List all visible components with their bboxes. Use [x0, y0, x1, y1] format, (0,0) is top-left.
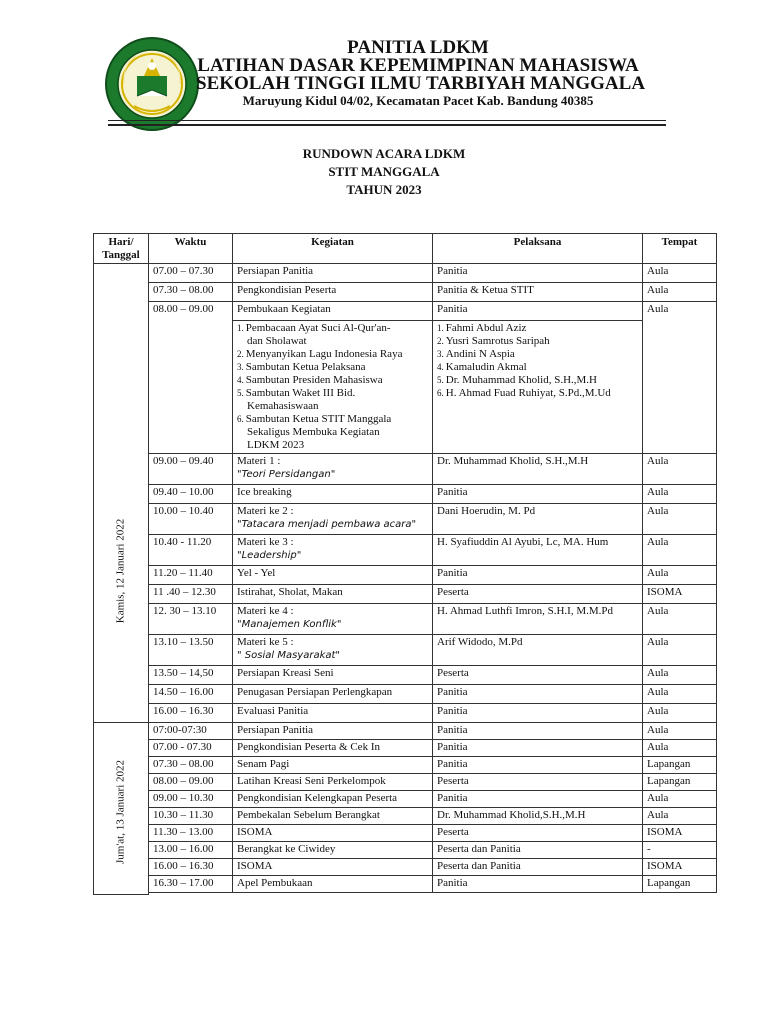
table-row: [94, 704, 717, 723]
place-cell: Lapangan: [643, 757, 717, 774]
place-cell: Lapangan: [643, 774, 717, 791]
opening-agenda-list: [237, 322, 428, 452]
activity-cell: Apel Pembukaan: [233, 876, 433, 893]
table-row: [94, 757, 717, 774]
activity-subtitle: "Tatacara menjadi pembawa acara": [237, 519, 417, 530]
activity-cell: Materi ke 3 : "Leadership": [233, 535, 433, 566]
activity-cell: Pengkondisian Peserta: [233, 283, 433, 302]
agenda-text-cont: dan Sholawat: [247, 335, 307, 347]
header-time: Waktu: [149, 234, 233, 264]
executor-cell: Panitia: [433, 264, 643, 283]
executor-name: Dr. Muhammad Kholid, S.H.,M.H: [445, 374, 597, 386]
executor-cell: Panitia: [433, 740, 643, 757]
executor-name: Andini N Aspia: [445, 348, 515, 360]
time-cell: 07.00 - 07.30: [149, 740, 233, 757]
table-row: [94, 283, 717, 302]
table-row: [94, 585, 717, 604]
institution-logo: [104, 36, 200, 132]
place-cell: Aula: [643, 808, 717, 825]
place-cell: Aula: [643, 791, 717, 808]
executor-cell: Peserta: [433, 666, 643, 685]
executor-cell: Panitia: [433, 757, 643, 774]
table-row: [94, 740, 717, 757]
letterhead-line2: LATIHAN DASAR KEPEMIMPINAN MAHASISWA: [197, 55, 639, 76]
time-cell: 09.00 – 09.40: [149, 454, 233, 485]
executor-cell: Peserta dan Panitia: [433, 842, 643, 859]
executor-name: Kamaludin Akmal: [445, 361, 527, 373]
time-cell: 08.00 – 09.00: [149, 302, 233, 454]
activity-cell: Persiapan Panitia: [233, 264, 433, 283]
table-row: [94, 825, 717, 842]
executor-cell: Peserta: [433, 774, 643, 791]
activity-cell: Pengkondisian Peserta & Cek In: [233, 740, 433, 757]
table-row: [94, 504, 717, 535]
executor-number: 1.: [437, 323, 444, 333]
place-cell: Aula: [643, 723, 717, 740]
executor-cell: Panitia: [433, 566, 643, 585]
executor-cell: Panitia: [433, 485, 643, 504]
agenda-text: Sambutan Ketua Pelaksana: [245, 361, 366, 373]
executor-cell: Panitia: [433, 685, 643, 704]
activity-cell: ISOMA: [233, 825, 433, 842]
place-cell: Aula: [643, 740, 717, 757]
place-cell: Aula: [643, 535, 717, 566]
executor-item: [437, 387, 638, 400]
place-cell: Aula: [643, 566, 717, 585]
doc-title-line3: TAHUN 2023: [346, 182, 422, 197]
header-place: Tempat: [643, 234, 717, 264]
time-cell: 13.10 – 13.50: [149, 635, 233, 666]
executor-cell: Dr. Muhammad Kholid, S.H.,M.H: [433, 454, 643, 485]
executor-cell: Panitia: [433, 876, 643, 893]
time-cell: 14.50 – 16.00: [149, 685, 233, 704]
agenda-number: 3.: [237, 362, 244, 372]
time-cell: 09.00 – 10.30: [149, 791, 233, 808]
table-row: [94, 876, 717, 893]
activity-subtitle: "Manajemen Konflik": [237, 619, 342, 630]
place-cell: Lapangan: [643, 876, 717, 893]
header-day: Hari/ Tanggal: [94, 234, 149, 264]
header-divider-thin: [108, 120, 666, 121]
place-cell: Aula: [643, 685, 717, 704]
opening-executor-list: [437, 322, 638, 400]
doc-title-line2: STIT MANGGALA: [328, 164, 440, 179]
place-cell: Aula: [643, 504, 717, 535]
header-executor: Pelaksana: [433, 234, 643, 264]
table-row: [94, 842, 717, 859]
agenda-item: [237, 348, 428, 361]
activity-cell: Pengkondisian Kelengkapan Peserta: [233, 791, 433, 808]
activity-cell: Pembukaan Kegiatan: [233, 302, 433, 321]
agenda-text-cont: Kemahasiswaan: [247, 400, 319, 412]
day-label: Jum'at, 13 Januari 2022: [114, 759, 127, 864]
executor-item: [437, 348, 638, 361]
agenda-text-cont: LDKM 2023: [247, 439, 305, 451]
activity-cell: Materi ke 5 : " Sosial Masyarakat": [233, 635, 433, 666]
executor-number: 4.: [437, 362, 444, 372]
agenda-item: [237, 361, 428, 374]
table-row: [94, 264, 717, 283]
time-cell: 10.00 – 10.40: [149, 504, 233, 535]
table-row-spacer: [94, 893, 717, 895]
executor-cell: Panitia: [433, 302, 643, 321]
executor-cell: Peserta dan Panitia: [433, 859, 643, 876]
header-activity: Kegiatan: [233, 234, 433, 264]
executor-cell: Panitia: [433, 723, 643, 740]
letterhead-address: Maruyung Kidul 04/02, Kecamatan Pacet Kab. Bandung 40385: [242, 93, 594, 108]
table-row: [94, 604, 717, 635]
place-cell: -: [643, 842, 717, 859]
place-cell: ISOMA: [643, 859, 717, 876]
agenda-item: [237, 374, 428, 387]
agenda-text: Sambutan Presiden Mahasiswa: [245, 374, 383, 386]
place-cell: Aula: [643, 264, 717, 283]
executor-cell: Arif Widodo, M.Pd: [433, 635, 643, 666]
executor-item: [437, 374, 638, 387]
time-cell: 07.00 – 07.30: [149, 264, 233, 283]
place-cell: ISOMA: [643, 585, 717, 604]
table-row: [94, 774, 717, 791]
agenda-item: [237, 413, 428, 452]
time-cell: 09.40 – 10.00: [149, 485, 233, 504]
place-cell: Aula: [643, 635, 717, 666]
activity-cell: Persiapan Panitia: [233, 723, 433, 740]
agenda-text: Menyanyikan Lagu Indonesia Raya: [245, 348, 403, 360]
executor-name: Fahmi Abdul Aziz: [445, 322, 527, 334]
letterhead-line1: PANITIA LDKM: [347, 37, 489, 58]
time-cell: 11.30 – 13.00: [149, 825, 233, 842]
agenda-text: Pembacaan Ayat Suci Al-Qur'an-: [245, 322, 391, 334]
table-row: [94, 666, 717, 685]
place-cell: Aula: [643, 283, 717, 302]
place-cell: Aula: [643, 666, 717, 685]
agenda-item: [237, 322, 428, 348]
activity-cell: Ice breaking: [233, 485, 433, 504]
place-cell: Aula: [643, 485, 717, 504]
agenda-number: 4.: [237, 375, 244, 385]
executor-name: Yusri Samrotus Saripah: [445, 335, 550, 347]
executor-cell: H. Syafiuddin Al Ayubi, Lc, MA. Hum: [433, 535, 643, 566]
time-cell: 16.00 – 16.30: [149, 859, 233, 876]
activity-cell: Latihan Kreasi Seni Perkelompok: [233, 774, 433, 791]
time-cell: 07:00-07:30: [149, 723, 233, 740]
activity-cell: [233, 321, 433, 454]
activity-cell: Materi 1 : "Teori Persidangan": [233, 454, 433, 485]
place-cell: ISOMA: [643, 825, 717, 842]
executor-number: 3.: [437, 349, 444, 359]
day-cell-day2: [94, 723, 149, 895]
table-row: [94, 808, 717, 825]
day-label: Kamis, 12 Januari 2022: [114, 518, 127, 624]
table-row: [94, 723, 717, 740]
agenda-number: 6.: [237, 414, 244, 424]
executor-cell: Peserta: [433, 825, 643, 842]
executor-number: 2.: [437, 336, 444, 346]
activity-cell: Evaluasi Panitia: [233, 704, 433, 723]
activity-cell: Penugasan Persiapan Perlengkapan: [233, 685, 433, 704]
table-row: [94, 859, 717, 876]
executor-number: 6.: [437, 388, 444, 398]
agenda-text-cont: Sekaligus Membuka Kegiatan: [247, 426, 380, 438]
agenda-number: 1.: [237, 323, 244, 333]
time-cell: 07.30 – 08.00: [149, 757, 233, 774]
place-cell: Aula: [643, 704, 717, 723]
place-cell: Aula: [643, 302, 717, 454]
executor-item: [437, 335, 638, 348]
executor-item: [437, 322, 638, 335]
executor-cell: H. Ahmad Luthfi Imron, S.H.I, M.M.Pd: [433, 604, 643, 635]
executor-cell: Panitia: [433, 791, 643, 808]
place-cell: Aula: [643, 604, 717, 635]
table-row: [94, 535, 717, 566]
time-cell: 07.30 – 08.00: [149, 283, 233, 302]
executor-item: [437, 361, 638, 374]
activity-cell: Pembekalan Sebelum Berangkat: [233, 808, 433, 825]
activity-cell: Yel - Yel: [233, 566, 433, 585]
activity-cell: Berangkat ke Ciwidey: [233, 842, 433, 859]
activity-cell: Persiapan Kreasi Seni: [233, 666, 433, 685]
spacer-cell: [149, 893, 717, 895]
place-cell: Aula: [643, 454, 717, 485]
table-row: [94, 454, 717, 485]
table-row: [94, 791, 717, 808]
executor-cell: Peserta: [433, 585, 643, 604]
executor-name: H. Ahmad Fuad Ruhiyat, S.Pd.,M.Ud: [445, 387, 611, 399]
activity-subtitle: "Leadership": [237, 550, 302, 561]
day-cell-day1: [94, 264, 149, 723]
time-cell: 08.00 – 09.00: [149, 774, 233, 791]
executor-number: 5.: [437, 375, 444, 385]
activity-cell: Senam Pagi: [233, 757, 433, 774]
activity-subtitle: " Sosial Masyarakat": [237, 650, 341, 661]
letterhead-line3: SEKOLAH TINGGI ILMU TARBIYAH MANGGALA: [196, 73, 646, 94]
table-row: [94, 566, 717, 585]
time-cell: 16.00 – 16.30: [149, 704, 233, 723]
agenda-text: Sambutan Waket III Bid.: [245, 387, 356, 399]
executor-cell: Dani Hoerudin, M. Pd: [433, 504, 643, 535]
executor-cell: [433, 321, 643, 454]
rundown-table: [93, 233, 717, 895]
time-cell: 10.40 - 11.20: [149, 535, 233, 566]
table-row: [94, 635, 717, 666]
agenda-text: Sambutan Ketua STIT Manggala: [245, 413, 392, 425]
activity-cell: Materi ke 4 : "Manajemen Konflik": [233, 604, 433, 635]
agenda-number: 2.: [237, 349, 244, 359]
time-cell: 11 .40 – 12.30: [149, 585, 233, 604]
table-row: [94, 302, 717, 321]
table-row: [94, 485, 717, 504]
executor-cell: Panitia & Ketua STIT: [433, 283, 643, 302]
agenda-number: 5.: [237, 388, 244, 398]
doc-title-line1: RUNDOWN ACARA LDKM: [302, 146, 466, 161]
executor-cell: Panitia: [433, 704, 643, 723]
time-cell: 10.30 – 11.30: [149, 808, 233, 825]
time-cell: 13.50 – 14,50: [149, 666, 233, 685]
time-cell: 13.00 – 16.00: [149, 842, 233, 859]
table-row: [94, 685, 717, 704]
time-cell: 16.30 – 17.00: [149, 876, 233, 893]
executor-cell: Dr. Muhammad Kholid,S.H.,M.H: [433, 808, 643, 825]
agenda-item: [237, 387, 428, 413]
time-cell: 12. 30 – 13.10: [149, 604, 233, 635]
time-cell: 11.20 – 11.40: [149, 566, 233, 585]
activity-cell: ISOMA: [233, 859, 433, 876]
activity-cell: Materi ke 2 : "Tatacara menjadi pembawa acara": [233, 504, 433, 535]
header-divider-thick: [108, 124, 666, 126]
activity-cell: Istirahat, Sholat, Makan: [233, 585, 433, 604]
activity-subtitle: "Teori Persidangan": [237, 469, 336, 480]
